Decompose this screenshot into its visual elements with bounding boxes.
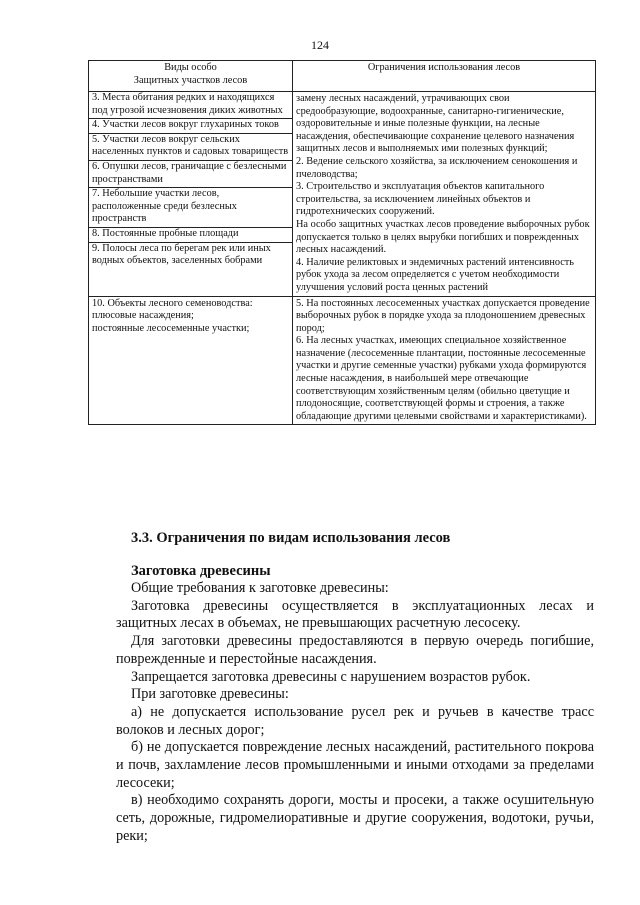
paragraph: Заготовка древесины осуществляется в эксплуатационных лесах и защитных лесах в объемах, не превышающих расчетную лесосеку.: [116, 597, 594, 632]
subheading: Заготовка древесины: [131, 563, 271, 579]
section-heading: 3.3. Ограничения по видам использования лесов: [131, 530, 451, 546]
restriction-paragraph: 4. Наличие реликтовых и эндемичных растений интенсивность рубок ухода за лесом определяется с учетом необходимости улучшения условий роста ценных растений: [296, 256, 574, 293]
paragraph: При заготовке древесины:: [131, 686, 289, 703]
paragraph: Общие требования к заготовке древесины:: [131, 580, 389, 596]
restriction-paragraph: 3. Строительство и эксплуатация объектов капитального строительства, за исключением линейных объектов и гидротехнических сооружений.: [296, 181, 545, 218]
header-cell-areas: [89, 61, 293, 92]
paragraph: а) не допускается использование русел рек и ручьев в качестве трасс волоков и лесных дорог;: [116, 703, 594, 738]
restriction-paragraph: 5. На постоянных лесосеменных участках допускается проведение выборочных рубок в порядке ухода за плодоношением древесных пород;: [296, 297, 590, 334]
restrictions-cell: [293, 92, 596, 297]
table-header-row: [89, 61, 596, 92]
seed-objects-title: 10. Объекты лесного семеноводства:: [92, 297, 253, 309]
body-text: [116, 580, 594, 846]
seed-restrictions-cell: [293, 296, 596, 425]
area-item-6: 6. Опушки лесов, граничащие с безлесными пространствами: [89, 161, 292, 188]
header-left-line2: Защитных участков лесов: [133, 74, 248, 86]
restriction-paragraph: 6. На лесных участках, имеющих специальное хозяйственное назначение (лесосеменные плантации, постоянные лесосеменные участки и другие семенные участки) рубками ухода формируются лесные насаждения, в наибольшей мере отвечающие соответствующим хозяйственным целям (обильно цветущие и плодоносящие, соответствующей формы и строения, а также обладающие другими целевыми свойствами и характеристиками).: [296, 335, 587, 422]
restriction-paragraph: замену лесных насаждений, утрачивающих свои средообразующие, водоохранные, санитарно-гигиенические, оздоровительные и иные полезные функции, на лесные насаждения, обеспечивающие сохранение целевого назначения защитных лесов и выполняемых ими полезных функций;: [296, 93, 575, 155]
area-item-9: 9. Полосы леса по берегам рек или иных водных объектов, заселенных бобрами: [92, 242, 271, 267]
seed-objects-line: плюсовые насаждения;: [92, 310, 194, 322]
area-item-5: 5. Участки лесов вокруг сельских населенных пунктов и садовых товариществ: [89, 134, 292, 161]
header-left-line1: Виды особо: [164, 62, 217, 73]
page-number: 124: [311, 38, 329, 52]
paragraph: б) не допускается повреждение лесных насаждений, растительного покрова и почв, захламление лесов промышленными и иными отходами за пределами лесосеки;: [116, 739, 594, 791]
table-row: [89, 92, 596, 297]
paragraph: в) необходимо сохранять дороги, мосты и просеки, а также осушительную сеть, дорожные, гидромелиоративные и другие сооружения, водотоки, ручьи, реки;: [116, 792, 594, 844]
area-item-4: 4. Участки лесов вокруг глухариных токов: [89, 119, 292, 134]
seed-objects-cell: [89, 296, 293, 425]
table-row: [89, 296, 596, 425]
paragraph: Запрещается заготовка древесины с нарушением возрастов рубок.: [131, 668, 531, 685]
paragraph: Для заготовки древесины предоставляются в первую очередь погибшие, поврежденные и перестойные насаждения.: [116, 633, 594, 667]
seed-objects-line: постоянные лесосеменные участки;: [92, 322, 250, 334]
areas-list-cell: [89, 92, 293, 297]
restriction-paragraph: На особо защитных участках лесов проведение выборочных рубок допускается только в целях вырубки погибших и поврежденных лесных насаждений.: [296, 218, 590, 256]
protected-areas-table: [88, 60, 596, 425]
area-item-7: 7. Небольшие участки лесов, расположенные среди безлесных пространств: [89, 188, 292, 228]
restriction-paragraph: 2. Ведение сельского хозяйства, за исключением сенокошения и пчеловодства;: [296, 155, 578, 180]
area-item-8: 8. Постоянные пробные площади: [89, 228, 292, 243]
header-cell-restrictions: Ограничения использования лесов: [293, 61, 596, 92]
area-item-3: 3. Места обитания редких и находящихся под угрозой исчезновения диких животных: [89, 92, 292, 119]
